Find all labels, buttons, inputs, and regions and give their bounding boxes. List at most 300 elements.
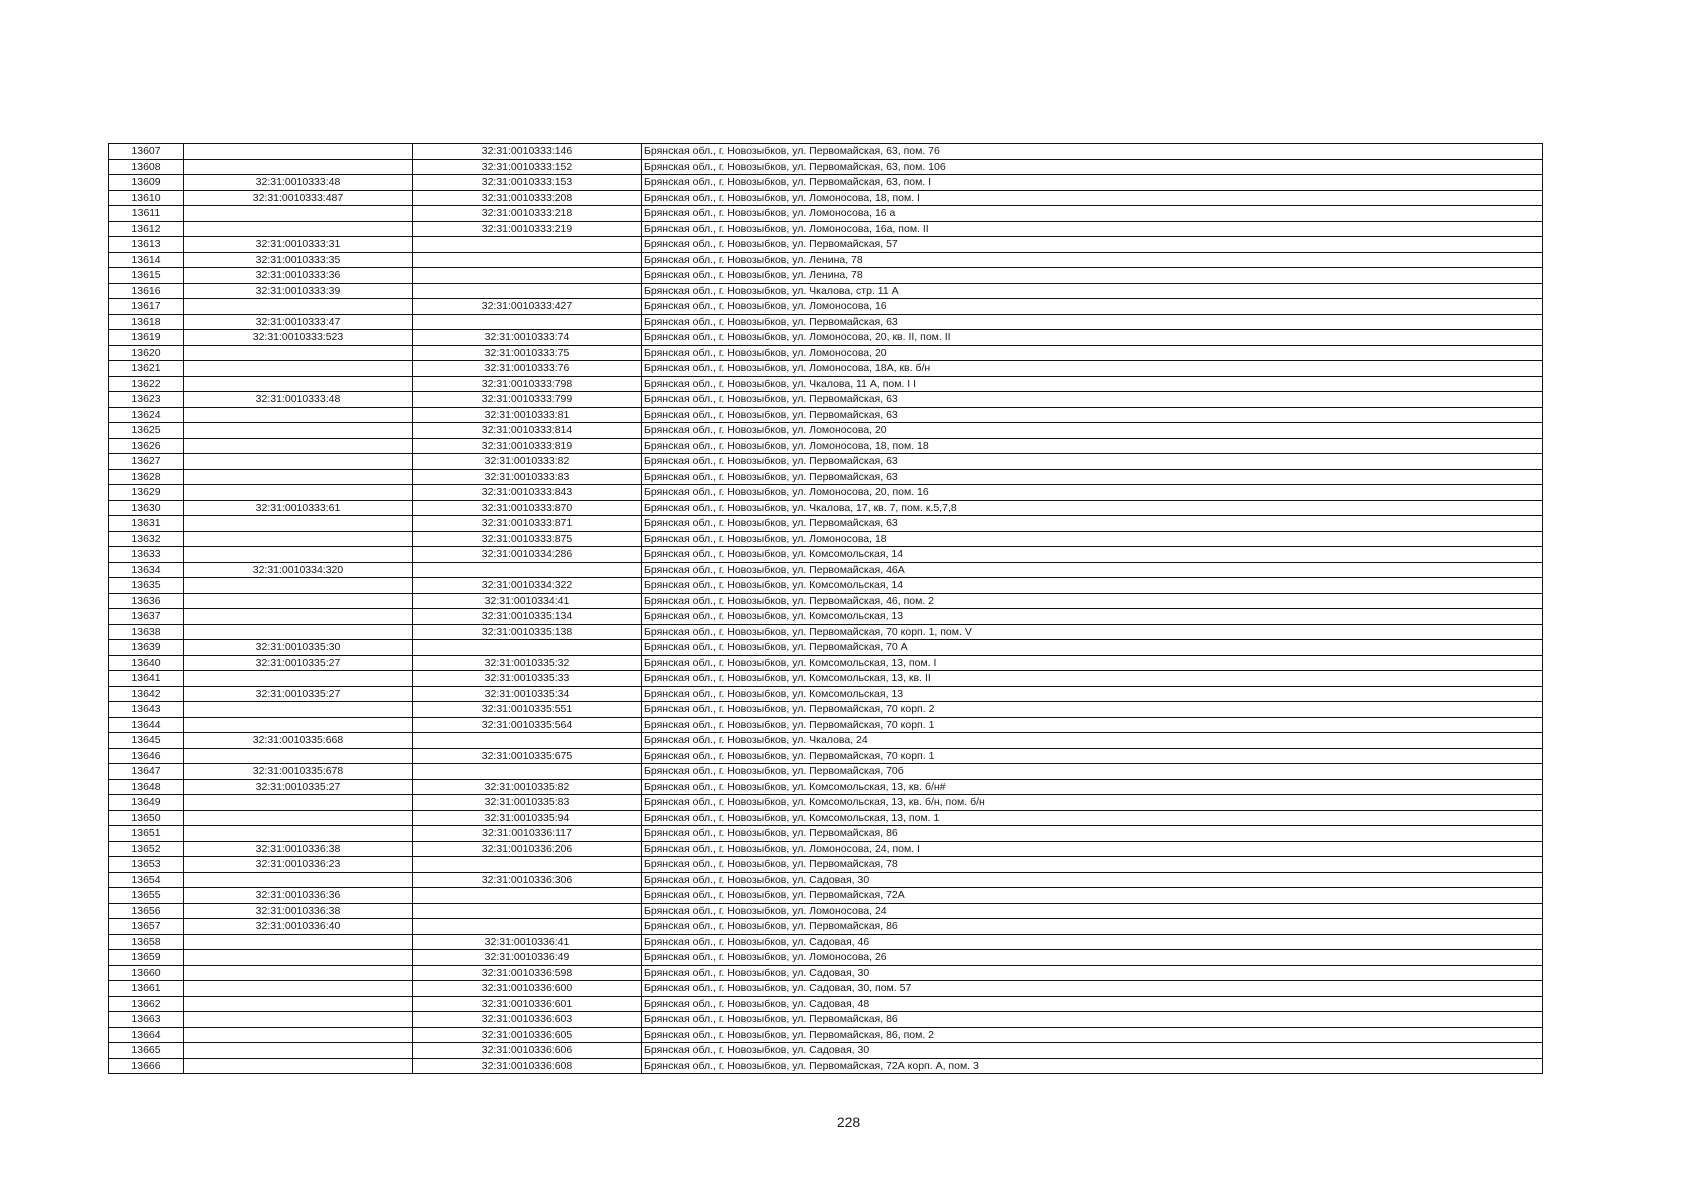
row-number-cell: 13646: [109, 748, 184, 764]
cadastral-number-cell: 32:31:0010335:32: [413, 655, 642, 671]
table-row: [109, 872, 1543, 888]
old-cadastral-number-cell: [184, 1027, 413, 1043]
cadastral-number-cell: 32:31:0010335:33: [413, 671, 642, 687]
address-cell: Брянская обл., г. Новозыбков, ул. Первомайская, 72А: [642, 888, 1543, 904]
row-number-cell: 13645: [109, 733, 184, 749]
cadastral-number-cell: 32:31:0010336:49: [413, 950, 642, 966]
property-table-body: [109, 144, 1543, 1074]
row-number-cell: 13610: [109, 190, 184, 206]
address-cell: Брянская обл., г. Новозыбков, ул. Чкалова, 24: [642, 733, 1543, 749]
cadastral-number-cell: 32:31:0010334:41: [413, 593, 642, 609]
address-cell: Брянская обл., г. Новозыбков, ул. Первомайская, 86: [642, 826, 1543, 842]
cadastral-number-cell: 32:31:0010333:427: [413, 299, 642, 315]
address-cell: Брянская обл., г. Новозыбков, ул. Первомайская, 86: [642, 1012, 1543, 1028]
cadastral-number-cell: 32:31:0010333:218: [413, 206, 642, 222]
old-cadastral-number-cell: 32:31:0010336:40: [184, 919, 413, 935]
address-cell: Брянская обл., г. Новозыбков, ул. Ломоносова, 16 а: [642, 206, 1543, 222]
address-cell: Брянская обл., г. Новозыбков, ул. Ломоносова, 20, кв. II, пом. II: [642, 330, 1543, 346]
table-row: [109, 252, 1543, 268]
address-cell: Брянская обл., г. Новозыбков, ул. Ломоносова, 18, пом. I: [642, 190, 1543, 206]
address-cell: Брянская обл., г. Новозыбков, ул. Первомайская, 70 корп. 1: [642, 717, 1543, 733]
cadastral-number-cell: 32:31:0010336:206: [413, 841, 642, 857]
row-number-cell: 13625: [109, 423, 184, 439]
cadastral-number-cell: 32:31:0010335:82: [413, 779, 642, 795]
address-cell: Брянская обл., г. Новозыбков, ул. Первомайская, 63, пом. 76: [642, 144, 1543, 160]
table-row: [109, 888, 1543, 904]
cadastral-number-cell: 32:31:0010333:799: [413, 392, 642, 408]
row-number-cell: 13626: [109, 438, 184, 454]
old-cadastral-number-cell: 32:31:0010335:27: [184, 655, 413, 671]
old-cadastral-number-cell: 32:31:0010333:48: [184, 175, 413, 191]
row-number-cell: 13614: [109, 252, 184, 268]
cadastral-number-cell: 32:31:0010333:208: [413, 190, 642, 206]
old-cadastral-number-cell: 32:31:0010333:31: [184, 237, 413, 253]
row-number-cell: 13634: [109, 562, 184, 578]
address-cell: Брянская обл., г. Новозыбков, ул. Первомайская, 86, пом. 2: [642, 1027, 1543, 1043]
row-number-cell: 13619: [109, 330, 184, 346]
cadastral-number-cell: 32:31:0010336:598: [413, 965, 642, 981]
old-cadastral-number-cell: [184, 206, 413, 222]
old-cadastral-number-cell: [184, 826, 413, 842]
row-number-cell: 13623: [109, 392, 184, 408]
old-cadastral-number-cell: [184, 423, 413, 439]
row-number-cell: 13644: [109, 717, 184, 733]
cadastral-number-cell: [413, 903, 642, 919]
old-cadastral-number-cell: [184, 516, 413, 532]
table-row: [109, 144, 1543, 160]
row-number-cell: 13633: [109, 547, 184, 563]
row-number-cell: 13624: [109, 407, 184, 423]
row-number-cell: 13622: [109, 376, 184, 392]
cadastral-number-cell: [413, 733, 642, 749]
row-number-cell: 13660: [109, 965, 184, 981]
old-cadastral-number-cell: [184, 717, 413, 733]
address-cell: Брянская обл., г. Новозыбков, ул. Первомайская, 72А корп. А, пом. 3: [642, 1058, 1543, 1074]
table-row: [109, 795, 1543, 811]
address-cell: Брянская обл., г. Новозыбков, ул. Первомайская, 46, пом. 2: [642, 593, 1543, 609]
address-cell: Брянская обл., г. Новозыбков, ул. Комсомольская, 13, кв. II: [642, 671, 1543, 687]
cadastral-number-cell: 32:31:0010333:843: [413, 485, 642, 501]
cadastral-number-cell: [413, 283, 642, 299]
old-cadastral-number-cell: 32:31:0010336:23: [184, 857, 413, 873]
page-number: 228: [836, 1114, 861, 1130]
address-cell: Брянская обл., г. Новозыбков, ул. Садовая, 30: [642, 965, 1543, 981]
old-cadastral-number-cell: 32:31:0010333:487: [184, 190, 413, 206]
address-cell: Брянская обл., г. Новозыбков, ул. Первомайская, 78: [642, 857, 1543, 873]
address-cell: Брянская обл., г. Новозыбков, ул. Ломоносова, 20: [642, 423, 1543, 439]
table-row: [109, 686, 1543, 702]
old-cadastral-number-cell: 32:31:0010333:523: [184, 330, 413, 346]
row-number-cell: 13654: [109, 872, 184, 888]
old-cadastral-number-cell: [184, 748, 413, 764]
old-cadastral-number-cell: [184, 1012, 413, 1028]
cadastral-number-cell: 32:31:0010336:41: [413, 934, 642, 950]
row-number-cell: 13663: [109, 1012, 184, 1028]
address-cell: Брянская обл., г. Новозыбков, ул. Первомайская, 63: [642, 314, 1543, 330]
row-number-cell: 13621: [109, 361, 184, 377]
old-cadastral-number-cell: [184, 810, 413, 826]
table-row: [109, 237, 1543, 253]
table-row: [109, 531, 1543, 547]
old-cadastral-number-cell: [184, 671, 413, 687]
table-row: [109, 609, 1543, 625]
address-cell: Брянская обл., г. Новозыбков, ул. Первомайская, 63, пом. I: [642, 175, 1543, 191]
table-row: [109, 361, 1543, 377]
cadastral-number-cell: 32:31:0010335:675: [413, 748, 642, 764]
row-number-cell: 13651: [109, 826, 184, 842]
row-number-cell: 13616: [109, 283, 184, 299]
address-cell: Брянская обл., г. Новозыбков, ул. Первомайская, 57: [642, 237, 1543, 253]
address-cell: Брянская обл., г. Новозыбков, ул. Ломоносова, 16а, пом. II: [642, 221, 1543, 237]
row-number-cell: 13656: [109, 903, 184, 919]
cadastral-number-cell: 32:31:0010334:322: [413, 578, 642, 594]
address-cell: Брянская обл., г. Новозыбков, ул. Садовая, 48: [642, 996, 1543, 1012]
row-number-cell: 13636: [109, 593, 184, 609]
address-cell: Брянская обл., г. Новозыбков, ул. Комсомольская, 13: [642, 686, 1543, 702]
table-row: [109, 485, 1543, 501]
cadastral-number-cell: 32:31:0010333:814: [413, 423, 642, 439]
row-number-cell: 13647: [109, 764, 184, 780]
address-cell: Брянская обл., г. Новозыбков, ул. Комсомольская, 14: [642, 578, 1543, 594]
row-number-cell: 13652: [109, 841, 184, 857]
row-number-cell: 13659: [109, 950, 184, 966]
old-cadastral-number-cell: [184, 624, 413, 640]
old-cadastral-number-cell: [184, 159, 413, 175]
row-number-cell: 13629: [109, 485, 184, 501]
old-cadastral-number-cell: [184, 795, 413, 811]
row-number-cell: 13638: [109, 624, 184, 640]
row-number-cell: 13642: [109, 686, 184, 702]
cadastral-number-cell: 32:31:0010333:146: [413, 144, 642, 160]
old-cadastral-number-cell: [184, 407, 413, 423]
table-row: [109, 903, 1543, 919]
table-row: [109, 950, 1543, 966]
old-cadastral-number-cell: 32:31:0010333:61: [184, 500, 413, 516]
old-cadastral-number-cell: 32:31:0010334:320: [184, 562, 413, 578]
address-cell: Брянская обл., г. Новозыбков, ул. Комсомольская, 13, кв. б/н#: [642, 779, 1543, 795]
old-cadastral-number-cell: 32:31:0010333:39: [184, 283, 413, 299]
old-cadastral-number-cell: 32:31:0010335:27: [184, 779, 413, 795]
old-cadastral-number-cell: [184, 454, 413, 470]
cadastral-number-cell: 32:31:0010336:117: [413, 826, 642, 842]
table-row: [109, 593, 1543, 609]
cadastral-number-cell: 32:31:0010335:94: [413, 810, 642, 826]
address-cell: Брянская обл., г. Новозыбков, ул. Ломоносова, 24: [642, 903, 1543, 919]
cadastral-number-cell: 32:31:0010336:601: [413, 996, 642, 1012]
cadastral-number-cell: 32:31:0010333:82: [413, 454, 642, 470]
cadastral-number-cell: 32:31:0010333:871: [413, 516, 642, 532]
table-row: [109, 826, 1543, 842]
old-cadastral-number-cell: [184, 593, 413, 609]
old-cadastral-number-cell: [184, 996, 413, 1012]
row-number-cell: 13613: [109, 237, 184, 253]
table-row: [109, 407, 1543, 423]
cadastral-number-cell: 32:31:0010336:600: [413, 981, 642, 997]
row-number-cell: 13631: [109, 516, 184, 532]
old-cadastral-number-cell: [184, 934, 413, 950]
cadastral-number-cell: 32:31:0010335:34: [413, 686, 642, 702]
cadastral-number-cell: [413, 640, 642, 656]
old-cadastral-number-cell: [184, 1058, 413, 1074]
table-row: [109, 175, 1543, 191]
table-row: [109, 965, 1543, 981]
row-number-cell: 13648: [109, 779, 184, 795]
cadastral-number-cell: 32:31:0010336:306: [413, 872, 642, 888]
table-row: [109, 268, 1543, 284]
address-cell: Брянская обл., г. Новозыбков, ул. Ломоносова, 26: [642, 950, 1543, 966]
cadastral-number-cell: 32:31:0010333:83: [413, 469, 642, 485]
address-cell: Брянская обл., г. Новозыбков, ул. Ломоносова, 24, пом. I: [642, 841, 1543, 857]
table-row: [109, 996, 1543, 1012]
address-cell: Брянская обл., г. Новозыбков, ул. Чкалова, 11 А, пом. I I: [642, 376, 1543, 392]
old-cadastral-number-cell: [184, 485, 413, 501]
table-row: [109, 1043, 1543, 1059]
row-number-cell: 13607: [109, 144, 184, 160]
address-cell: Брянская обл., г. Новозыбков, ул. Первомайская, 70 корп. 2: [642, 702, 1543, 718]
table-row: [109, 283, 1543, 299]
cadastral-number-cell: 32:31:0010336:606: [413, 1043, 642, 1059]
cadastral-number-cell: 32:31:0010335:83: [413, 795, 642, 811]
old-cadastral-number-cell: 32:31:0010335:27: [184, 686, 413, 702]
old-cadastral-number-cell: [184, 965, 413, 981]
old-cadastral-number-cell: 32:31:0010333:47: [184, 314, 413, 330]
cadastral-number-cell: 32:31:0010333:870: [413, 500, 642, 516]
old-cadastral-number-cell: [184, 872, 413, 888]
address-cell: Брянская обл., г. Новозыбков, ул. Первомайская, 63: [642, 469, 1543, 485]
address-cell: Брянская обл., г. Новозыбков, ул. Первомайская, 63: [642, 454, 1543, 470]
table-row: [109, 562, 1543, 578]
row-number-cell: 13632: [109, 531, 184, 547]
row-number-cell: 13637: [109, 609, 184, 625]
row-number-cell: 13650: [109, 810, 184, 826]
address-cell: Брянская обл., г. Новозыбков, ул. Садовая, 30: [642, 872, 1543, 888]
cadastral-number-cell: 32:31:0010335:551: [413, 702, 642, 718]
old-cadastral-number-cell: [184, 438, 413, 454]
address-cell: Брянская обл., г. Новозыбков, ул. Чкалова, стр. 11 А: [642, 283, 1543, 299]
old-cadastral-number-cell: [184, 469, 413, 485]
cadastral-number-cell: [413, 237, 642, 253]
address-cell: Брянская обл., г. Новозыбков, ул. Первомайская, 63: [642, 516, 1543, 532]
cadastral-number-cell: 32:31:0010335:138: [413, 624, 642, 640]
table-row: [109, 624, 1543, 640]
address-cell: Брянская обл., г. Новозыбков, ул. Садовая, 46: [642, 934, 1543, 950]
address-cell: Брянская обл., г. Новозыбков, ул. Первомайская, 46А: [642, 562, 1543, 578]
old-cadastral-number-cell: [184, 950, 413, 966]
table-row: [109, 454, 1543, 470]
row-number-cell: 13657: [109, 919, 184, 935]
table-row: [109, 748, 1543, 764]
table-row: [109, 1027, 1543, 1043]
cadastral-number-cell: 32:31:0010333:76: [413, 361, 642, 377]
old-cadastral-number-cell: [184, 547, 413, 563]
row-number-cell: 13617: [109, 299, 184, 315]
cadastral-number-cell: [413, 888, 642, 904]
table-row: [109, 206, 1543, 222]
table-row: [109, 640, 1543, 656]
cadastral-number-cell: 32:31:0010333:875: [413, 531, 642, 547]
row-number-cell: 13611: [109, 206, 184, 222]
cadastral-number-cell: 32:31:0010333:152: [413, 159, 642, 175]
address-cell: Брянская обл., г. Новозыбков, ул. Первомайская, 63, пом. 106: [642, 159, 1543, 175]
table-row: [109, 330, 1543, 346]
table-row: [109, 1012, 1543, 1028]
address-cell: Брянская обл., г. Новозыбков, ул. Ломоносова, 16: [642, 299, 1543, 315]
cadastral-number-cell: 32:31:0010336:608: [413, 1058, 642, 1074]
table-row: [109, 671, 1543, 687]
table-row: [109, 919, 1543, 935]
old-cadastral-number-cell: [184, 1043, 413, 1059]
row-number-cell: 13630: [109, 500, 184, 516]
old-cadastral-number-cell: 32:31:0010336:38: [184, 903, 413, 919]
cadastral-number-cell: 32:31:0010333:153: [413, 175, 642, 191]
table-row: [109, 981, 1543, 997]
row-number-cell: 13641: [109, 671, 184, 687]
old-cadastral-number-cell: [184, 345, 413, 361]
table-row: [109, 345, 1543, 361]
row-number-cell: 13615: [109, 268, 184, 284]
table-row: [109, 810, 1543, 826]
cadastral-number-cell: [413, 562, 642, 578]
address-cell: Брянская обл., г. Новозыбков, ул. Комсомольская, 13, кв. б/н, пом. б/н: [642, 795, 1543, 811]
row-number-cell: 13628: [109, 469, 184, 485]
row-number-cell: 13653: [109, 857, 184, 873]
old-cadastral-number-cell: [184, 981, 413, 997]
row-number-cell: 13649: [109, 795, 184, 811]
cadastral-number-cell: 32:31:0010333:74: [413, 330, 642, 346]
address-cell: Брянская обл., г. Новозыбков, ул. Первомайская, 70 А: [642, 640, 1543, 656]
address-cell: Брянская обл., г. Новозыбков, ул. Первомайская, 70 корп. 1, пом. V: [642, 624, 1543, 640]
address-cell: Брянская обл., г. Новозыбков, ул. Комсомольская, 13, пом. I: [642, 655, 1543, 671]
table-row: [109, 578, 1543, 594]
table-row: [109, 314, 1543, 330]
table-row: [109, 857, 1543, 873]
cadastral-number-cell: 32:31:0010333:819: [413, 438, 642, 454]
address-cell: Брянская обл., г. Новозыбков, ул. Садовая, 30: [642, 1043, 1543, 1059]
cadastral-number-cell: [413, 857, 642, 873]
cadastral-number-cell: [413, 252, 642, 268]
address-cell: Брянская обл., г. Новозыбков, ул. Ленина, 78: [642, 268, 1543, 284]
address-cell: Брянская обл., г. Новозыбков, ул. Комсомольская, 13, пом. 1: [642, 810, 1543, 826]
table-row: [109, 500, 1543, 516]
row-number-cell: 13666: [109, 1058, 184, 1074]
row-number-cell: 13609: [109, 175, 184, 191]
row-number-cell: 13612: [109, 221, 184, 237]
old-cadastral-number-cell: 32:31:0010333:36: [184, 268, 413, 284]
table-row: [109, 733, 1543, 749]
address-cell: Брянская обл., г. Новозыбков, ул. Первомайская, 63: [642, 407, 1543, 423]
table-row: [109, 841, 1543, 857]
table-row: [109, 934, 1543, 950]
row-number-cell: 13627: [109, 454, 184, 470]
row-number-cell: 13662: [109, 996, 184, 1012]
old-cadastral-number-cell: [184, 144, 413, 160]
old-cadastral-number-cell: 32:31:0010336:36: [184, 888, 413, 904]
old-cadastral-number-cell: [184, 578, 413, 594]
table-row: [109, 469, 1543, 485]
property-table: [108, 143, 1543, 1074]
row-number-cell: 13608: [109, 159, 184, 175]
address-cell: Брянская обл., г. Новозыбков, ул. Ломоносова, 20, пом. 16: [642, 485, 1543, 501]
table-row: [109, 423, 1543, 439]
old-cadastral-number-cell: [184, 531, 413, 547]
table-row: [109, 438, 1543, 454]
old-cadastral-number-cell: [184, 299, 413, 315]
old-cadastral-number-cell: [184, 376, 413, 392]
cadastral-number-cell: 32:31:0010333:798: [413, 376, 642, 392]
table-row: [109, 221, 1543, 237]
cadastral-number-cell: 32:31:0010334:286: [413, 547, 642, 563]
table-row: [109, 159, 1543, 175]
address-cell: Брянская обл., г. Новозыбков, ул. Ломоносова, 18: [642, 531, 1543, 547]
row-number-cell: 13635: [109, 578, 184, 594]
row-number-cell: 13640: [109, 655, 184, 671]
table-row: [109, 190, 1543, 206]
old-cadastral-number-cell: [184, 609, 413, 625]
address-cell: Брянская обл., г. Новозыбков, ул. Комсомольская, 13: [642, 609, 1543, 625]
table-row: [109, 299, 1543, 315]
table-row: [109, 1058, 1543, 1074]
address-cell: Брянская обл., г. Новозыбков, ул. Ломоносова, 18, пом. 18: [642, 438, 1543, 454]
cadastral-number-cell: 32:31:0010336:603: [413, 1012, 642, 1028]
old-cadastral-number-cell: [184, 702, 413, 718]
table-row: [109, 764, 1543, 780]
cadastral-number-cell: 32:31:0010333:219: [413, 221, 642, 237]
cadastral-number-cell: 32:31:0010336:605: [413, 1027, 642, 1043]
table-row: [109, 717, 1543, 733]
old-cadastral-number-cell: 32:31:0010333:48: [184, 392, 413, 408]
table-row: [109, 392, 1543, 408]
cadastral-number-cell: 32:31:0010333:81: [413, 407, 642, 423]
row-number-cell: 13639: [109, 640, 184, 656]
address-cell: Брянская обл., г. Новозыбков, ул. Садовая, 30, пом. 57: [642, 981, 1543, 997]
row-number-cell: 13665: [109, 1043, 184, 1059]
address-cell: Брянская обл., г. Новозыбков, ул. Первомайская, 70 корп. 1: [642, 748, 1543, 764]
old-cadastral-number-cell: 32:31:0010335:30: [184, 640, 413, 656]
address-cell: Брянская обл., г. Новозыбков, ул. Ломоносова, 18А, кв. б/н: [642, 361, 1543, 377]
address-cell: Брянская обл., г. Новозыбков, ул. Ломоносова, 20: [642, 345, 1543, 361]
row-number-cell: 13655: [109, 888, 184, 904]
cadastral-number-cell: 32:31:0010335:564: [413, 717, 642, 733]
address-cell: Брянская обл., г. Новозыбков, ул. Первомайская, 63: [642, 392, 1543, 408]
address-cell: Брянская обл., г. Новозыбков, ул. Первомайская, 70б: [642, 764, 1543, 780]
row-number-cell: 13658: [109, 934, 184, 950]
row-number-cell: 13643: [109, 702, 184, 718]
table-row: [109, 547, 1543, 563]
old-cadastral-number-cell: 32:31:0010336:38: [184, 841, 413, 857]
row-number-cell: 13661: [109, 981, 184, 997]
cadastral-number-cell: 32:31:0010333:75: [413, 345, 642, 361]
table-row: [109, 655, 1543, 671]
table-row: [109, 702, 1543, 718]
address-cell: Брянская обл., г. Новозыбков, ул. Комсомольская, 14: [642, 547, 1543, 563]
row-number-cell: 13664: [109, 1027, 184, 1043]
cadastral-number-cell: [413, 764, 642, 780]
old-cadastral-number-cell: 32:31:0010335:678: [184, 764, 413, 780]
cadastral-number-cell: [413, 268, 642, 284]
cadastral-number-cell: [413, 314, 642, 330]
table-row: [109, 779, 1543, 795]
address-cell: Брянская обл., г. Новозыбков, ул. Ленина, 78: [642, 252, 1543, 268]
address-cell: Брянская обл., г. Новозыбков, ул. Чкалова, 17, кв. 7, пом. к.5,7,8: [642, 500, 1543, 516]
row-number-cell: 13620: [109, 345, 184, 361]
cadastral-number-cell: 32:31:0010335:134: [413, 609, 642, 625]
old-cadastral-number-cell: 32:31:0010335:668: [184, 733, 413, 749]
table-row: [109, 376, 1543, 392]
cadastral-number-cell: [413, 919, 642, 935]
old-cadastral-number-cell: 32:31:0010333:35: [184, 252, 413, 268]
old-cadastral-number-cell: [184, 361, 413, 377]
old-cadastral-number-cell: [184, 221, 413, 237]
